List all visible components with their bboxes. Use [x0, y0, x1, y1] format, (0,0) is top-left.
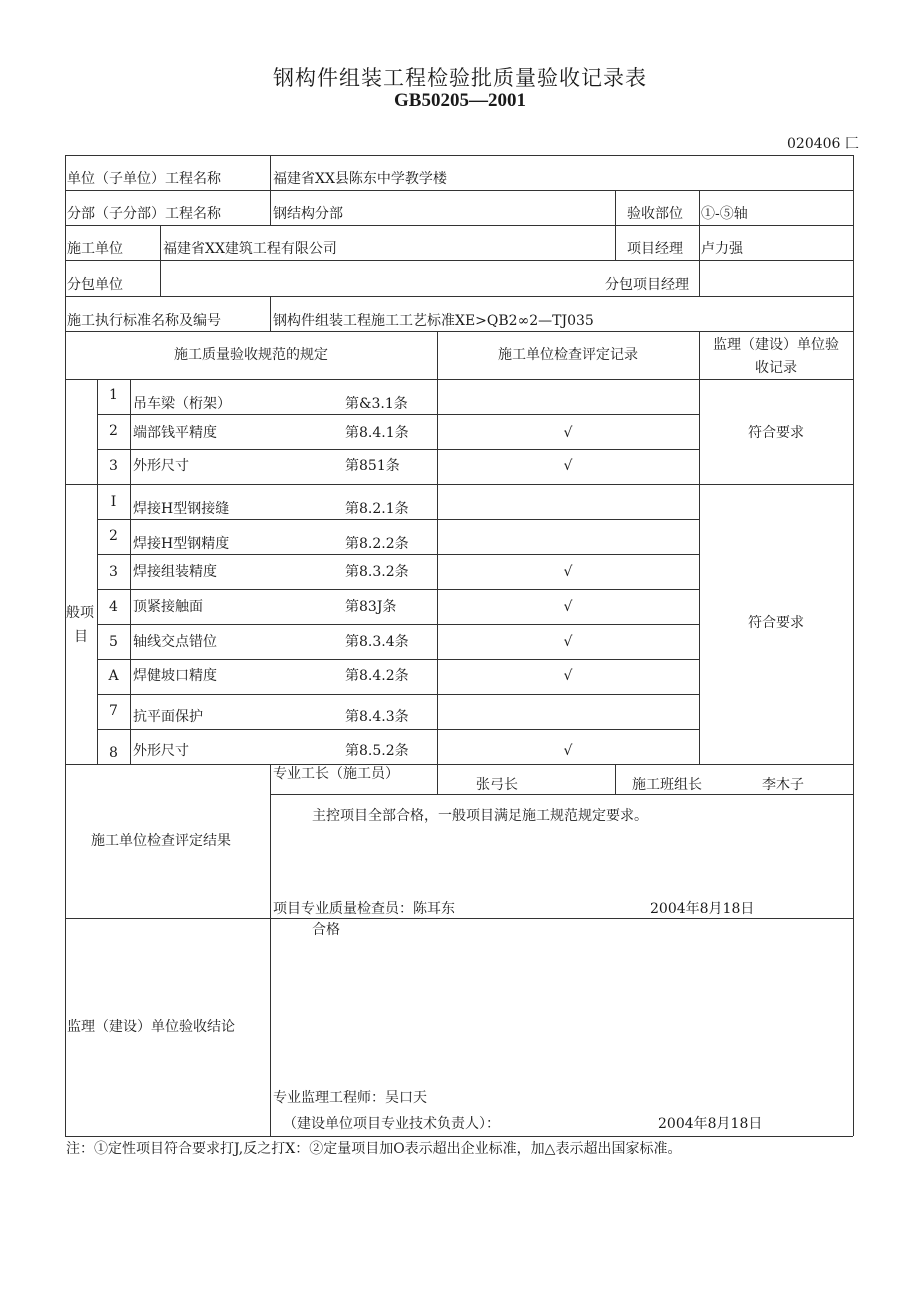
- standard-value: 钢构件组装工程施工工艺标准XE>QB2∞2—TJ035: [273, 313, 594, 329]
- item-check: √: [563, 425, 573, 441]
- item-clause: 第8.2.1条: [345, 501, 409, 517]
- construction-result-label: 施工单位检查评定结果: [91, 833, 231, 849]
- item-clause: 第8.2.2条: [345, 536, 409, 552]
- subcontract-pm-label: 分包项目经理: [605, 277, 689, 293]
- item-clause: 第851条: [345, 458, 400, 474]
- main-items-result: 符合要求: [748, 425, 804, 441]
- item-clause: 第8.4.1条: [345, 425, 409, 441]
- subcontractor-label: 分包单位: [67, 277, 123, 293]
- item-clause: 第&3.1条: [345, 396, 408, 412]
- construction-date: 2004年8月18日: [650, 901, 755, 917]
- acceptance-part-value: ①-⑤轴: [701, 206, 748, 222]
- supervision-conclusion-value: 合格: [312, 922, 340, 938]
- item-name: 顶紧接触面: [133, 599, 203, 615]
- standard-label: 施工执行标准名称及编号: [67, 313, 221, 329]
- form-title: 钢构件组装工程检验批质量验收记录表: [273, 66, 647, 90]
- general-items-label-line1: 般项: [66, 605, 94, 621]
- item-clause: 第8.4.2条: [345, 668, 409, 684]
- item-name: 焊接H型钢接缝: [133, 501, 230, 517]
- foreman-label: 专业工长（施工员）: [273, 766, 399, 782]
- contractor-value: 福建省XX建筑工程有限公司: [163, 241, 337, 257]
- item-clause: 第8.3.4条: [345, 634, 409, 650]
- item-number: A: [108, 668, 119, 684]
- item-number: 5: [109, 634, 118, 650]
- supervision-date: 2004年8月18日: [658, 1116, 763, 1132]
- item-clause: 第8.4.3条: [345, 709, 409, 725]
- item-number: 8: [109, 745, 118, 761]
- item-name: 外形尺寸: [133, 458, 189, 474]
- acceptance-part-label: 验收部位: [627, 206, 683, 222]
- footnote: 注：①定性项目符合要求打J,反之打X：②定量项目加O表示超出企业标准，加△表示超出国家标准。: [66, 1141, 682, 1157]
- item-name: 抗平面保护: [133, 709, 203, 725]
- general-items-label-line2: 目: [74, 629, 88, 645]
- item-check: √: [563, 564, 573, 580]
- supervision-engineer: 专业监理工程师：吴口天: [273, 1090, 427, 1106]
- form-standard: GB50205—2001: [394, 90, 526, 111]
- record-header: 施工单位检查评定记录: [498, 347, 638, 363]
- item-name: 焊接H型钢精度: [133, 536, 230, 552]
- item-check: √: [563, 743, 573, 759]
- item-name: 焊接组装精度: [133, 564, 217, 580]
- item-number: 3: [109, 458, 118, 474]
- foreman-value: 张弓长: [476, 777, 518, 793]
- item-number: 3: [109, 564, 118, 580]
- item-name: 焊健坡口精度: [133, 668, 217, 684]
- item-name: 端部钱平精度: [133, 425, 217, 441]
- form-code: 020406 匚: [787, 136, 859, 152]
- team-leader-label: 施工班组长: [632, 777, 702, 793]
- item-clause: 第83J条: [345, 599, 397, 615]
- supervision-header-line1: 监理（建设）单位验: [713, 337, 839, 353]
- general-items-result: 符合要求: [748, 615, 804, 631]
- item-number: 2: [109, 423, 118, 439]
- item-number: 7: [109, 703, 118, 719]
- construction-comment: 主控项目全部合格，一般项目满足施工规范规定要求。: [312, 808, 648, 824]
- project-manager-value: 卢力强: [701, 241, 743, 257]
- supervision-conclusion-label: 监理（建设）单位验收结论: [67, 1019, 235, 1035]
- item-check: √: [563, 599, 573, 615]
- sub-project-label: 分部（子分部）工程名称: [67, 206, 221, 222]
- quality-inspector: 项目专业质量检查员：陈耳东: [273, 901, 455, 917]
- item-clause: 第8.3.2条: [345, 564, 409, 580]
- item-number: 2: [109, 528, 118, 544]
- sub-project-value: 钢结构分部: [273, 206, 343, 222]
- item-check: √: [563, 668, 573, 684]
- supervision-header-line2: 收记录: [755, 360, 797, 376]
- unit-project-label: 单位（子单位）工程名称: [67, 171, 221, 187]
- item-name: 外形尺寸: [133, 743, 189, 759]
- item-check: √: [563, 458, 573, 474]
- item-number: I: [110, 494, 117, 510]
- item-check: √: [563, 634, 573, 650]
- item-number: 4: [109, 599, 118, 615]
- owner-representative: （建设单位项目专业技术负责人）：: [283, 1116, 500, 1132]
- item-clause: 第8.5.2条: [345, 743, 409, 759]
- project-manager-label: 项目经理: [627, 241, 683, 257]
- spec-header: 施工质量验收规范的规定: [174, 347, 328, 363]
- item-number: 1: [109, 387, 118, 403]
- unit-project-value: 福建省XX县陈东中学教学楼: [273, 171, 447, 187]
- item-name: 轴线交点错位: [133, 634, 217, 650]
- team-leader-value: 李木子: [762, 777, 804, 793]
- item-name: 吊车梁（桁架）: [133, 396, 231, 412]
- contractor-label: 施工单位: [67, 241, 123, 257]
